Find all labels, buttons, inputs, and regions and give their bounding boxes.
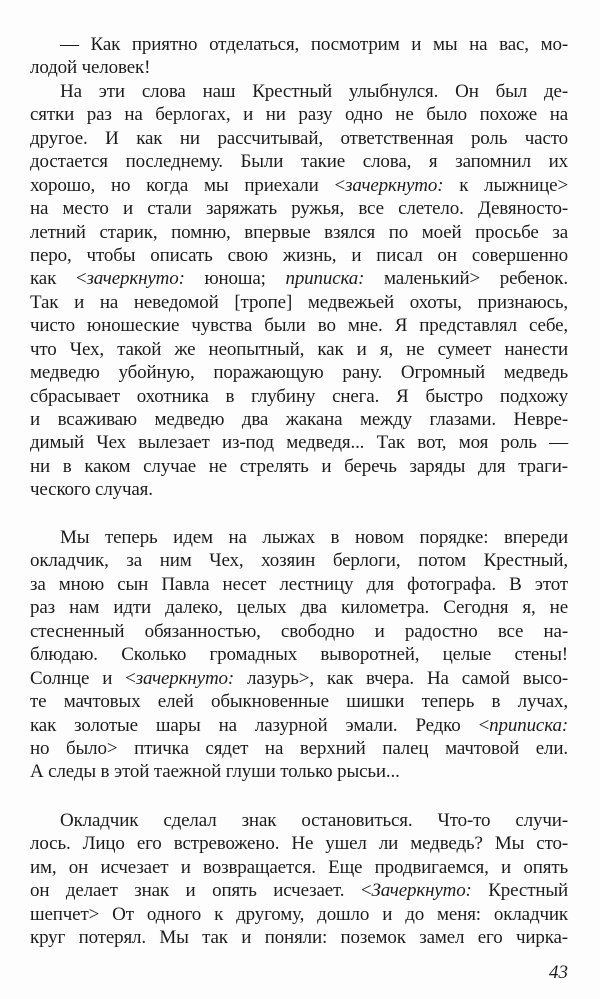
text-segment: как золотые шары на лазурной эмали. Редко < [30,714,490,736]
text-line [30,760,568,783]
text-line [30,267,568,290]
text-line [30,291,568,314]
text-line [30,103,568,126]
text-line [30,33,568,56]
text-line [30,244,568,267]
paragraph [30,809,568,950]
text-segment: димый Чех вылезает из-под медведя... Так вот, моя роль — [30,432,568,454]
editorial-note: Зачеркнуто: [371,880,472,902]
text-segment: лазурь>, как вчера. На самой высо- [234,667,568,689]
text-line [30,714,568,737]
text-segment: стесненный обязанностью, свободно и радостно все на- [30,620,568,642]
text-segment: те мачтовых елей обыкновенные шишки теперь в лучах, [30,691,568,713]
text-line [30,385,568,408]
text-line [30,526,568,549]
text-line [30,667,568,690]
text-segment: Солнце и < [30,667,136,689]
text-line [30,926,568,949]
text-line [30,832,568,855]
text-line [30,596,568,619]
paragraph [30,33,568,502]
text-segment: маленький> ребенок. [364,268,568,290]
text-line [30,197,568,220]
text-line [30,56,568,79]
text-segment: другое. И как ни рассчитывай, ответственная роль часто [30,127,568,149]
text-line [30,127,568,150]
editorial-note: зачеркнуто: [135,667,235,689]
text-segment: раз нам идти далеко, целых два километра. Сегодня я, не [30,597,568,619]
editorial-note: приписка: [285,268,365,290]
editorial-note: приписка: [489,714,568,736]
text-segment: сбрасывает охотника в глубину снега. Я быстро подхожу [30,385,568,407]
text-line [30,455,568,478]
text-line [30,879,568,902]
text-segment: ческого случая. [30,479,153,501]
text-segment: лось. Лицо его встревожено. Не ушел ли медведь? Мы сто- [30,833,568,855]
text-segment: и всаживаю медведю два жакана между глазами. Невре- [30,409,568,430]
text-segment: перо, чтобы описать свою жизнь, и писал он совершенно [30,244,568,266]
text-segment: круг потерял. Мы так и поняли: поземок замел его чирка- [30,927,568,949]
text-segment: но было> птичка сядет на верхний палец мачтовой ели. [30,737,568,759]
text-line [30,150,568,173]
text-line [30,408,568,431]
text-line [30,903,568,926]
text-segment: Так и на неведомой [тропе] медвежьей охоты, признаюсь, [30,291,568,313]
text-segment: летний старик, помню, впервые взялся по моей просьбе за [30,221,568,243]
text-segment: ни в каком случае не стрелять и беречь заряды для траги- [30,455,568,477]
text-line [30,809,568,832]
text-segment: Мы теперь идем на лыжах в новом порядке: впереди [60,527,568,548]
text-line [30,174,568,197]
text-line [30,620,568,643]
text-segment: он делает знак и опять исчезает. < [30,880,372,902]
text-line [30,314,568,337]
text-line [30,856,568,879]
text-segment: чисто юношеские чувства были во мне. Я представлял себе, [30,315,568,337]
text-segment: — Как приятно отделаться, посмотрим и мы на вас, мо- [60,34,568,55]
text-segment: шепчет> От одного к другому, дошло и до меня: окладчик [30,903,568,925]
text-segment: как < [30,268,87,290]
text-line [30,549,568,572]
editorial-note: зачеркнуто: [345,174,444,196]
text-segment: к лыжнице> [443,174,569,196]
text-segment: Крестный [471,880,568,902]
text-line [30,361,568,384]
text-line [30,338,568,361]
text-segment: Окладчик сделал знак остановиться. Что-то случи- [60,810,568,831]
text-line [30,431,568,454]
text-segment: А следы в этой таежной глуши только рысьи... [30,761,400,783]
text-segment: блюдаю. Сколько громадных выворотней, целые стены! [30,644,568,666]
text-segment: окладчик, за ним Чех, хозяин берлоги, потом Крестный, [30,550,568,572]
text-segment: достается последнему. Были такие слова, я запомнил их [30,151,568,173]
text-line [30,478,568,501]
text-segment: им, он исчезает и возвращается. Еще продвигаемся, и опять [30,856,568,878]
page-number: 43 [549,962,568,983]
editorial-note: зачеркнуто: [86,268,185,290]
text-line [30,80,568,103]
text-segment: хорошо, но когда мы приехали < [30,174,346,196]
paragraph [30,526,568,784]
text-line [30,221,568,244]
text-segment: на место и стали заряжать ружья, все слетело. Девяносто- [30,198,568,220]
text-segment: медведю убойную, поражающую рану. Огромный медведь [30,362,568,384]
text-line [30,573,568,596]
text-segment: что Чех, такой же неопытный, как и я, не сумеет нанести [30,338,568,360]
text-segment: сятки раз на берлогах, и ни разу одно не было похоже на [30,104,568,126]
text-line [30,690,568,713]
text-segment: за мною сын Павла несет лестницу для фотографа. В этот [30,573,568,595]
text-line [30,737,568,760]
text-segment: На эти слова наш Крестный улыбнулся. Он был де- [60,80,568,102]
text-segment: юноша; [184,268,286,290]
text-segment: лодой человек! [30,57,151,79]
text-line [30,643,568,666]
